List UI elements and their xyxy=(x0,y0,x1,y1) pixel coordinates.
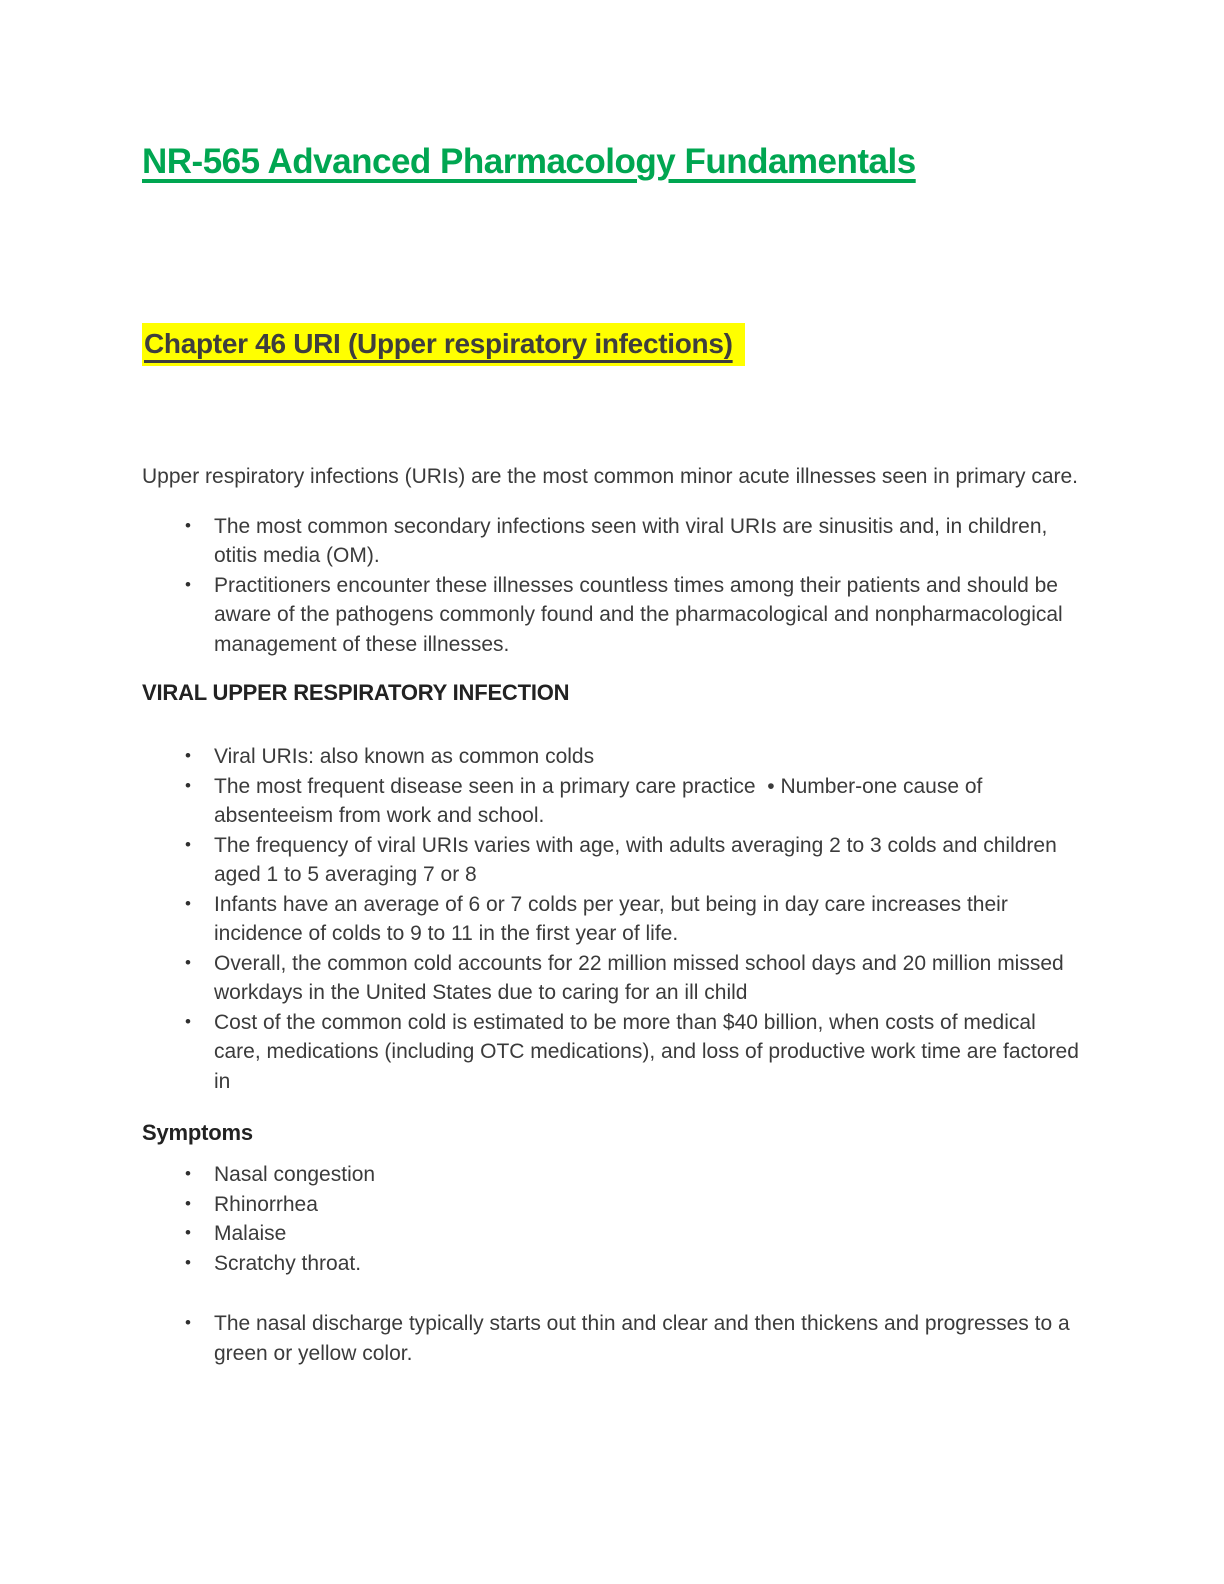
list-item: • Scratchy throat. xyxy=(142,1249,1084,1279)
list-item: • Infants have an average of 6 or 7 colds per year, but being in day care increases their incidence of colds to 9 to 11 in the first year of life. xyxy=(142,890,1084,949)
list-item: • Nasal congestion xyxy=(142,1160,1084,1190)
section-heading-symptoms: Symptoms xyxy=(142,1120,253,1145)
chapter-heading: Chapter 46 URI (Upper respiratory infections) xyxy=(142,323,745,366)
list-item: • The most frequent disease seen in a primary care practice • Number-one cause of absenteeism from work and school. xyxy=(142,772,1084,831)
nasal-discharge-bullet-list xyxy=(142,1309,1084,1368)
list-item: • The most common secondary infections seen with viral URIs are sinusitis and, in children, otitis media (OM). xyxy=(142,512,1084,571)
list-item: • Rhinorrhea xyxy=(142,1190,1084,1220)
list-item: • Viral URIs: also known as common colds xyxy=(142,742,1084,772)
list-item: • Practitioners encounter these illnesses countless times among their patients and should be aware of the pathogens commonly found and the pharmacological and nonpharmacological management of these illnesses. xyxy=(142,571,1084,660)
viral-uri-bullet-list xyxy=(142,742,1084,1096)
list-item: • The nasal discharge typically starts out thin and clear and then thickens and progresses to a green or yellow color. xyxy=(142,1309,1084,1368)
list-item: • Cost of the common cold is estimated to be more than $40 billion, when costs of medical care, medications (including OTC medications), and loss of productive work time are factored in xyxy=(142,1008,1084,1097)
list-item: • The frequency of viral URIs varies with age, with adults averaging 2 to 3 colds and children aged 1 to 5 averaging 7 or 8 xyxy=(142,831,1084,890)
document-title: NR-565 Advanced Pharmacology Fundamentals xyxy=(142,142,916,181)
section-heading-viral-uri: VIRAL UPPER RESPIRATORY INFECTION xyxy=(142,680,570,705)
intro-paragraph: Upper respiratory infections (URIs) are the most common minor acute illnesses seen in primary care. xyxy=(142,464,1079,488)
list-item: • Malaise xyxy=(142,1219,1084,1249)
symptoms-bullet-list xyxy=(142,1160,1084,1278)
list-item: • Overall, the common cold accounts for 22 million missed school days and 20 million missed workdays in the United States due to caring for an ill child xyxy=(142,949,1084,1008)
chapter-heading-row xyxy=(142,323,1084,366)
intro-bullet-list xyxy=(142,512,1084,660)
